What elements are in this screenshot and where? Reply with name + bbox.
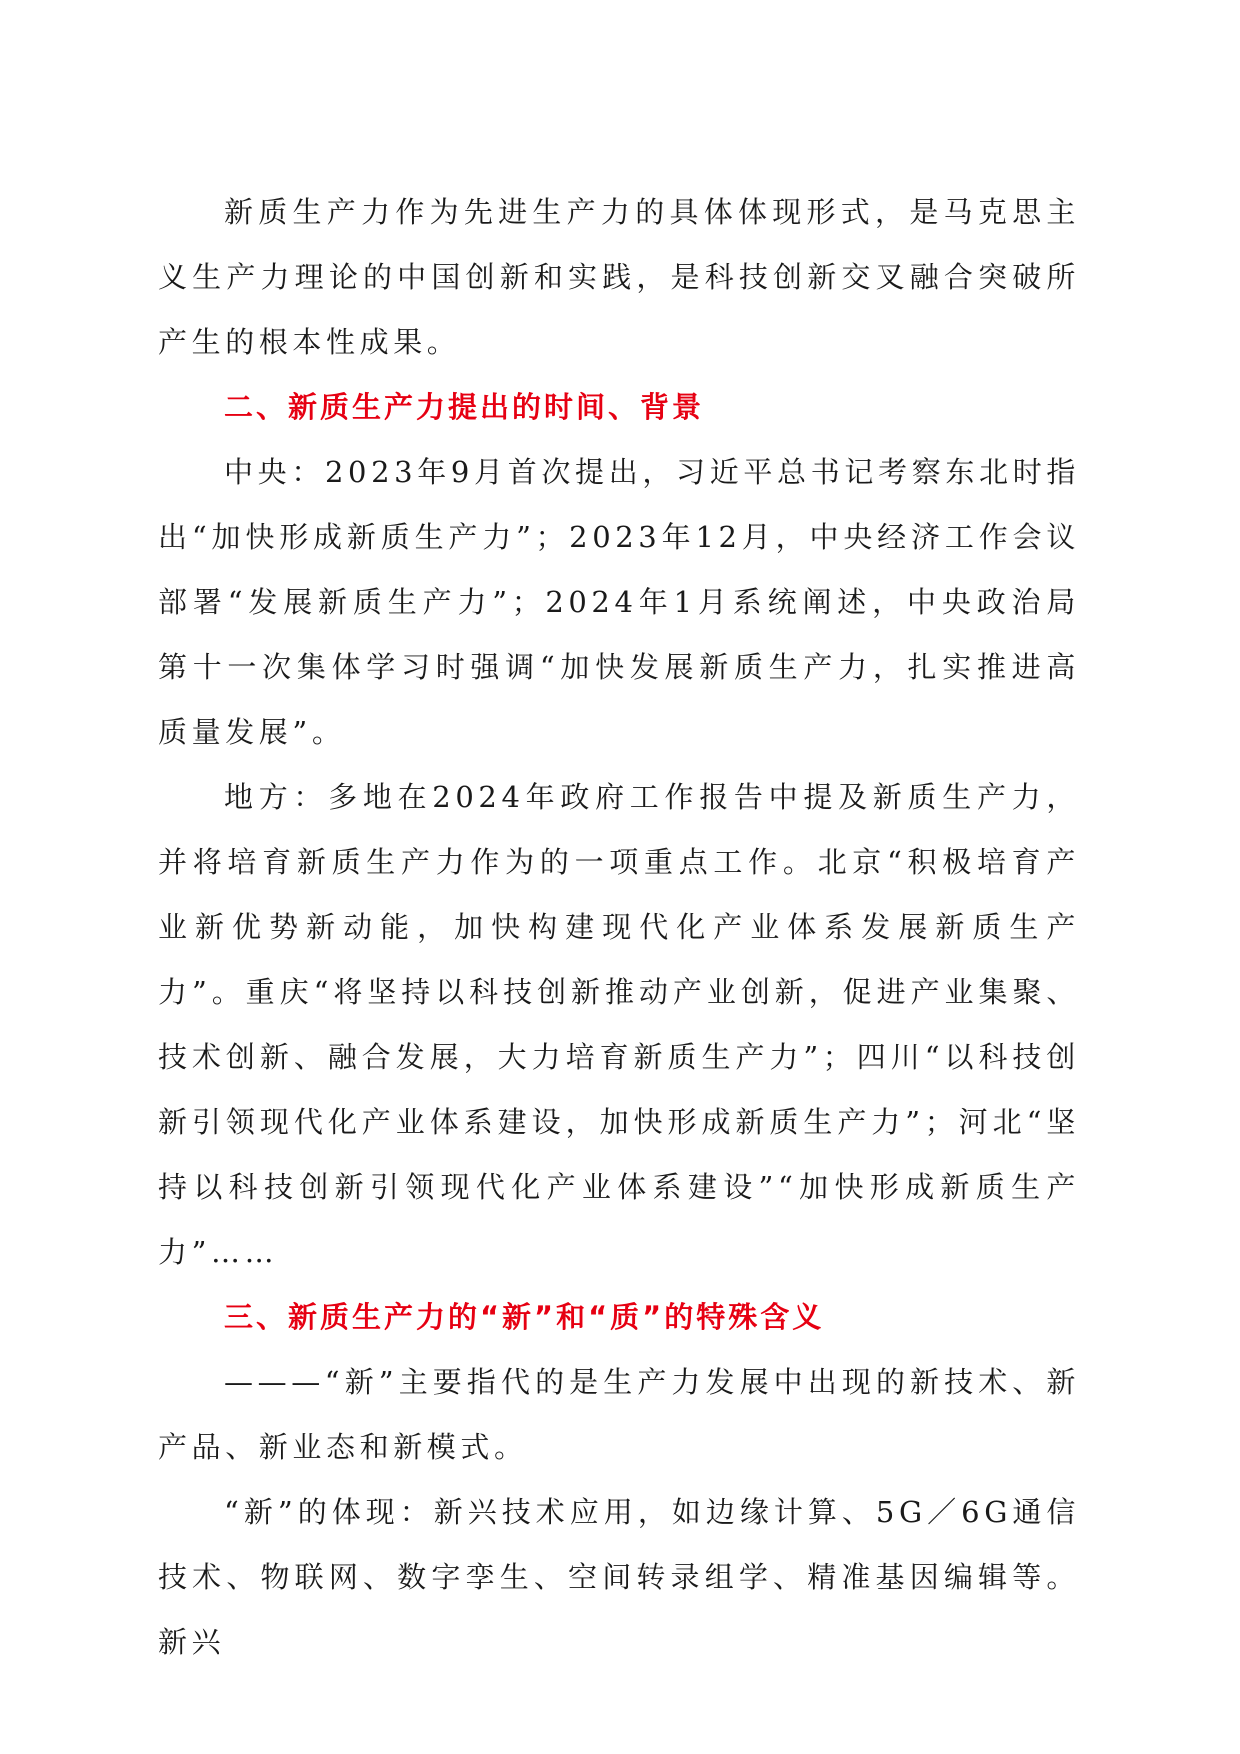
section-heading-3: 三、新质生产力的“新”和“质”的特殊含义 bbox=[224, 1300, 825, 1334]
paragraph-intro: 新质生产力作为先进生产力的具体体现形式，是马克思主义生产力理论的中国创新和实践，是科技创新交叉融合突破所产生的根本性成果。 bbox=[158, 195, 1080, 359]
section-heading-2: 二、新质生产力提出的时间、背景 bbox=[224, 390, 705, 424]
paragraph-local: 地方：多地在2024年政府工作报告中提及新质生产力，并将培育新质生产力作为的一项重点工作。北京“积极培育产业新优势新动能，加快构建现代化产业体系发展新质生产力”。重庆“将坚持以科技创新推动产业创新，促进产业集聚、技术创新、融合发展，大力培育新质生产力”；四川“以科技创新引领现代化产业体系建设，加快形成新质生产力”；河北“坚持以科技创新引领现代化产业体系建设”“加快形成新质生产力”…… bbox=[158, 780, 1080, 1269]
paragraph-new-definition: ———“新”主要指代的是生产力发展中出现的新技术、新产品、新业态和新模式。 bbox=[158, 1365, 1080, 1464]
document-body bbox=[158, 180, 1080, 1675]
paragraph-new-manifestation: “新”的体现：新兴技术应用，如边缘计算、5G／6G通信技术、物联网、数字孪生、空间转录组学、精准基因编辑等。新兴 bbox=[158, 1495, 1080, 1659]
paragraph-central: 中央：2023年9月首次提出，习近平总书记考察东北时指出“加快形成新质生产力”；2023年12月，中央经济工作会议部署“发展新质生产力”；2024年1月系统阐述，中央政治局第十一次集体学习时强调“加快发展新质生产力，扎实推进高质量发展”。 bbox=[158, 455, 1080, 749]
